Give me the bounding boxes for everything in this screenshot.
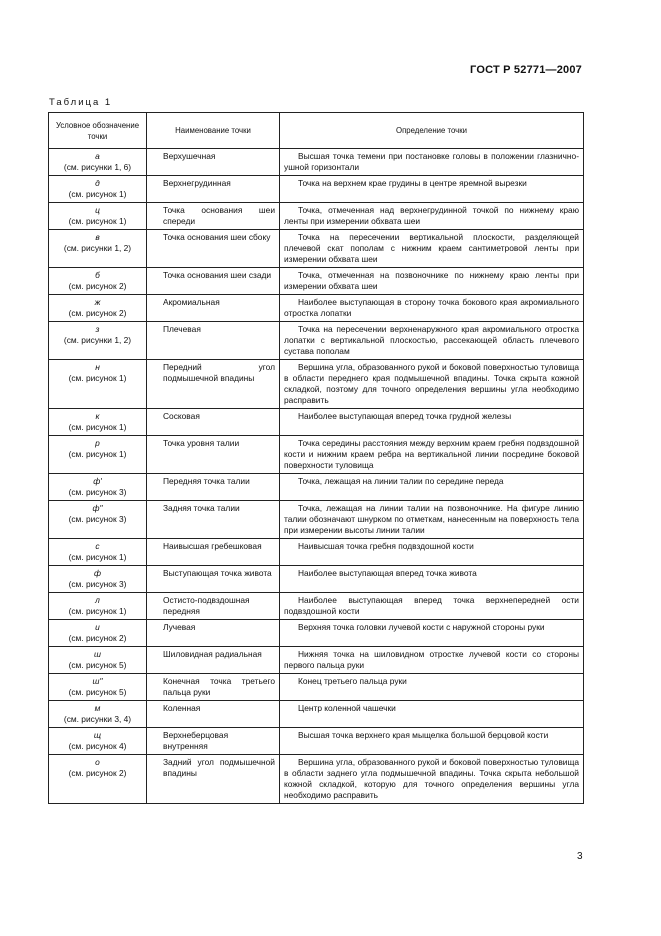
point-symbol-cell — [49, 501, 147, 539]
point-name-cell — [147, 593, 280, 620]
point-name: Точка уровня талии — [163, 438, 240, 448]
table-row — [49, 674, 584, 701]
table-row — [49, 728, 584, 755]
point-name-cell — [147, 566, 280, 593]
point-symbol: д — [95, 178, 100, 188]
point-symbol-cell — [49, 728, 147, 755]
point-name: Остисто-подвздошная передняя — [163, 595, 250, 616]
point-name: Передний угол подмышечной впадины — [163, 362, 275, 383]
point-name-cell — [147, 360, 280, 409]
point-name-cell — [147, 409, 280, 436]
point-symbol: м — [94, 703, 101, 713]
figure-reference: (см. рисунок 2) — [68, 768, 127, 778]
point-definition: Высшая точка темени при постановке головы в положении глазнично-ушной горизонтали — [284, 151, 579, 172]
point-name-cell — [147, 203, 280, 230]
point-definition-cell — [280, 230, 584, 268]
point-name: Сосковая — [163, 411, 200, 421]
point-name: Конечная точка третьего пальца руки — [163, 676, 275, 697]
point-definition: Наиболее выступающая вперед точка живота — [298, 568, 477, 578]
point-definition: Точка середины расстояния между верхним краем гребня подвздошной кости и нижним краем ребра на вертикальной линии посредине боковой поверхности туловища — [284, 438, 579, 470]
point-symbol: а — [95, 151, 100, 161]
point-definition: Точка, отмеченная над верхнегрудинной точкой по нижнему краю ленты при измерении обхвата шеи — [284, 205, 579, 226]
point-symbol: ш — [94, 649, 101, 659]
figure-reference: (см. рисунок 4) — [68, 741, 127, 751]
point-definition-cell — [280, 409, 584, 436]
point-symbol: р — [95, 438, 100, 448]
point-definition-cell — [280, 593, 584, 620]
table-caption: Таблица 1 — [49, 97, 113, 108]
point-definition: Точка на пересечении вертикальной плоскости, разделяющей плечевой скат пополам с нижним краем сантиметровой ленты при измерении обхвата шеи — [284, 232, 579, 264]
table-row — [49, 176, 584, 203]
point-name-cell — [147, 701, 280, 728]
point-name: Точка основания шеи сзади — [163, 270, 272, 280]
table-row — [49, 436, 584, 474]
figure-reference: (см. рисунок 5) — [68, 660, 127, 670]
point-name: Шиловидная радиальная — [163, 649, 262, 659]
table-row — [49, 501, 584, 539]
point-name-cell — [147, 728, 280, 755]
table-row — [49, 230, 584, 268]
point-name-cell — [147, 268, 280, 295]
point-symbol-cell — [49, 474, 147, 501]
point-symbol-cell — [49, 230, 147, 268]
point-name: Выступающая точка живота — [163, 568, 272, 578]
point-name: Акромиальная — [163, 297, 220, 307]
table-row — [49, 755, 584, 804]
document-title: ГОСТ Р 52771—2007 — [470, 64, 582, 76]
table-row — [49, 647, 584, 674]
point-symbol: л — [95, 595, 100, 605]
point-definition: Точка на пересечении верхненаружного края акромиального отростка лопатки с вертикальной плоскостью, рассекающей область плечевого сустава пополам — [284, 324, 579, 356]
table-header-row — [49, 113, 584, 149]
point-symbol-cell — [49, 409, 147, 436]
point-definition: Нижняя точка на шиловидном отростке лучевой кости со стороны первого пальца руки — [284, 649, 579, 670]
point-symbol: с — [95, 541, 100, 551]
point-definition: Точка на верхнем крае грудины в центре яремной вырезки — [298, 178, 527, 188]
point-definition: Точка, лежащая на линии талии по середине переда — [298, 476, 504, 486]
point-symbol-cell — [49, 674, 147, 701]
figure-reference: (см. рисунок 3) — [68, 579, 127, 589]
point-symbol: ф' — [93, 476, 102, 486]
point-name-cell — [147, 322, 280, 360]
point-definition: Наивысшая точка гребня подвздошной кости — [298, 541, 474, 551]
point-definition: Верхняя точка головки лучевой кости с наружной стороны руки — [298, 622, 545, 632]
point-symbol: ц — [95, 205, 100, 215]
point-definition: Наиболее выступающая вперед точка грудной железы — [298, 411, 512, 421]
figure-reference: (см. рисунок 3) — [68, 487, 127, 497]
table-row — [49, 149, 584, 176]
point-name: Лучевая — [163, 622, 196, 632]
point-definition: Точка, лежащая на линии талии на позвоночнике. На фигуре линию талии обозначают шнурком по отметкам, нанесенным на поверхность тела при измерении высоты линии талии — [284, 503, 579, 535]
point-name-cell — [147, 674, 280, 701]
figure-reference: (см. рисунок 2) — [68, 633, 127, 643]
column-header-name: Наименование точки — [147, 113, 280, 149]
figure-reference: (см. рисунок 1) — [68, 449, 127, 459]
point-definition: Конец третьего пальца руки — [298, 676, 407, 686]
point-definition-cell — [280, 501, 584, 539]
point-symbol: ф" — [92, 503, 103, 513]
table-row — [49, 474, 584, 501]
point-symbol-cell — [49, 203, 147, 230]
figure-reference: (см. рисунки 1, 6) — [63, 162, 132, 172]
point-symbol: ф — [94, 568, 101, 578]
point-name-cell — [147, 230, 280, 268]
point-name-cell — [147, 620, 280, 647]
point-symbol-cell — [49, 566, 147, 593]
table-row — [49, 322, 584, 360]
point-definition-cell — [280, 268, 584, 295]
point-definition: Вершина угла, образованного рукой и боковой поверхностью туловища в области заднего угла подмышечной впадины. Точка скрыта небольшой кожной складкой, которую для точного определения вершины угла необходимо расправить — [284, 757, 579, 800]
figure-reference: (см. рисунки 1, 2) — [63, 335, 132, 345]
point-definition-cell — [280, 728, 584, 755]
table-row — [49, 409, 584, 436]
figure-reference: (см. рисунок 2) — [68, 281, 127, 291]
point-definition: Наиболее выступающая в сторону точка бокового края акромиального отростка лопатки — [284, 297, 579, 318]
point-name: Точка основания шеи спереди — [163, 205, 275, 226]
point-symbol-cell — [49, 295, 147, 322]
figure-reference: (см. рисунок 1) — [68, 216, 127, 226]
figure-reference: (см. рисунок 1) — [68, 552, 127, 562]
column-header-symbol: Условное обозначение точки — [49, 113, 147, 149]
point-name: Задняя точка талии — [163, 503, 240, 513]
point-symbol: ж — [94, 297, 101, 307]
point-symbol-cell — [49, 539, 147, 566]
figure-reference: (см. рисунок 2) — [68, 308, 127, 318]
point-definition-cell — [280, 701, 584, 728]
point-definition-cell — [280, 203, 584, 230]
point-definition: Точка, отмеченная на позвоночнике по нижнему краю ленты при измерении обхвата шеи — [284, 270, 579, 291]
figure-reference: (см. рисунок 1) — [68, 189, 127, 199]
table-row — [49, 701, 584, 728]
point-definition: Центр коленной чашечки — [298, 703, 396, 713]
table-row — [49, 203, 584, 230]
point-name: Плечевая — [163, 324, 201, 334]
figure-reference: (см. рисунок 5) — [68, 687, 127, 697]
table-row — [49, 360, 584, 409]
point-name: Точка основания шеи сбоку — [163, 232, 271, 242]
point-symbol: щ — [93, 730, 102, 740]
point-symbol: и — [95, 622, 100, 632]
point-name-cell — [147, 539, 280, 566]
table-row — [49, 539, 584, 566]
point-definition-cell — [280, 176, 584, 203]
point-symbol: з — [95, 324, 100, 334]
point-symbol-cell — [49, 647, 147, 674]
point-definition-cell — [280, 539, 584, 566]
point-name-cell — [147, 501, 280, 539]
point-definition-cell — [280, 149, 584, 176]
figure-reference: (см. рисунок 1) — [68, 606, 127, 616]
points-table — [48, 112, 584, 804]
point-symbol-cell — [49, 701, 147, 728]
column-header-definition: Определение точки — [280, 113, 584, 149]
point-definition-cell — [280, 566, 584, 593]
point-symbol: н — [95, 362, 100, 372]
point-definition-cell — [280, 674, 584, 701]
point-definition-cell — [280, 295, 584, 322]
table-row — [49, 620, 584, 647]
point-symbol-cell — [49, 268, 147, 295]
point-name: Верхнеберцовая внутренняя — [163, 730, 229, 751]
table-row — [49, 593, 584, 620]
figure-reference: (см. рисунок 1) — [68, 373, 127, 383]
point-symbol: б — [95, 270, 100, 280]
point-symbol-cell — [49, 360, 147, 409]
point-name-cell — [147, 295, 280, 322]
point-name-cell — [147, 176, 280, 203]
point-definition-cell — [280, 322, 584, 360]
point-name-cell — [147, 436, 280, 474]
point-symbol: о — [95, 757, 100, 767]
point-symbol-cell — [49, 755, 147, 804]
point-definition-cell — [280, 620, 584, 647]
point-symbol-cell — [49, 593, 147, 620]
point-symbol-cell — [49, 149, 147, 176]
table-row — [49, 295, 584, 322]
point-definition: Высшая точка верхнего края мыщелка большой берцовой кости — [298, 730, 549, 740]
point-name-cell — [147, 149, 280, 176]
point-name: Передняя точка талии — [163, 476, 250, 486]
point-name-cell — [147, 755, 280, 804]
point-symbol-cell — [49, 620, 147, 647]
figure-reference: (см. рисунки 1, 2) — [63, 243, 132, 253]
point-definition-cell — [280, 647, 584, 674]
point-name: Верхнегрудинная — [163, 178, 231, 188]
point-name: Верхушечная — [163, 151, 216, 161]
point-definition-cell — [280, 436, 584, 474]
point-symbol-cell — [49, 436, 147, 474]
page-number: 3 — [577, 851, 583, 862]
point-name: Коленная — [163, 703, 201, 713]
point-definition: Наиболее выступающая вперед точка верхнепередней ости подвздошной кости — [284, 595, 579, 616]
point-symbol-cell — [49, 176, 147, 203]
figure-reference: (см. рисунок 3) — [68, 514, 127, 524]
point-definition-cell — [280, 474, 584, 501]
point-symbol: в — [95, 232, 100, 242]
point-symbol-cell — [49, 322, 147, 360]
table-row — [49, 268, 584, 295]
point-definition: Вершина угла, образованного рукой и боковой поверхностью туловища в области переднего края подмышечной впадины. Точка скрыта кожной складкой, поэтому для точного определения вершины угла необходимо расправить — [284, 362, 579, 405]
point-name-cell — [147, 474, 280, 501]
point-name: Задний угол подмышечной впадины — [163, 757, 275, 778]
figure-reference: (см. рисунок 1) — [68, 422, 127, 432]
point-definition-cell — [280, 360, 584, 409]
table-row — [49, 566, 584, 593]
figure-reference: (см. рисунки 3, 4) — [63, 714, 132, 724]
point-name-cell — [147, 647, 280, 674]
point-definition-cell — [280, 755, 584, 804]
point-symbol: к — [95, 411, 100, 421]
point-name: Наивысшая гребешковая — [163, 541, 262, 551]
point-symbol: ш" — [92, 676, 103, 686]
